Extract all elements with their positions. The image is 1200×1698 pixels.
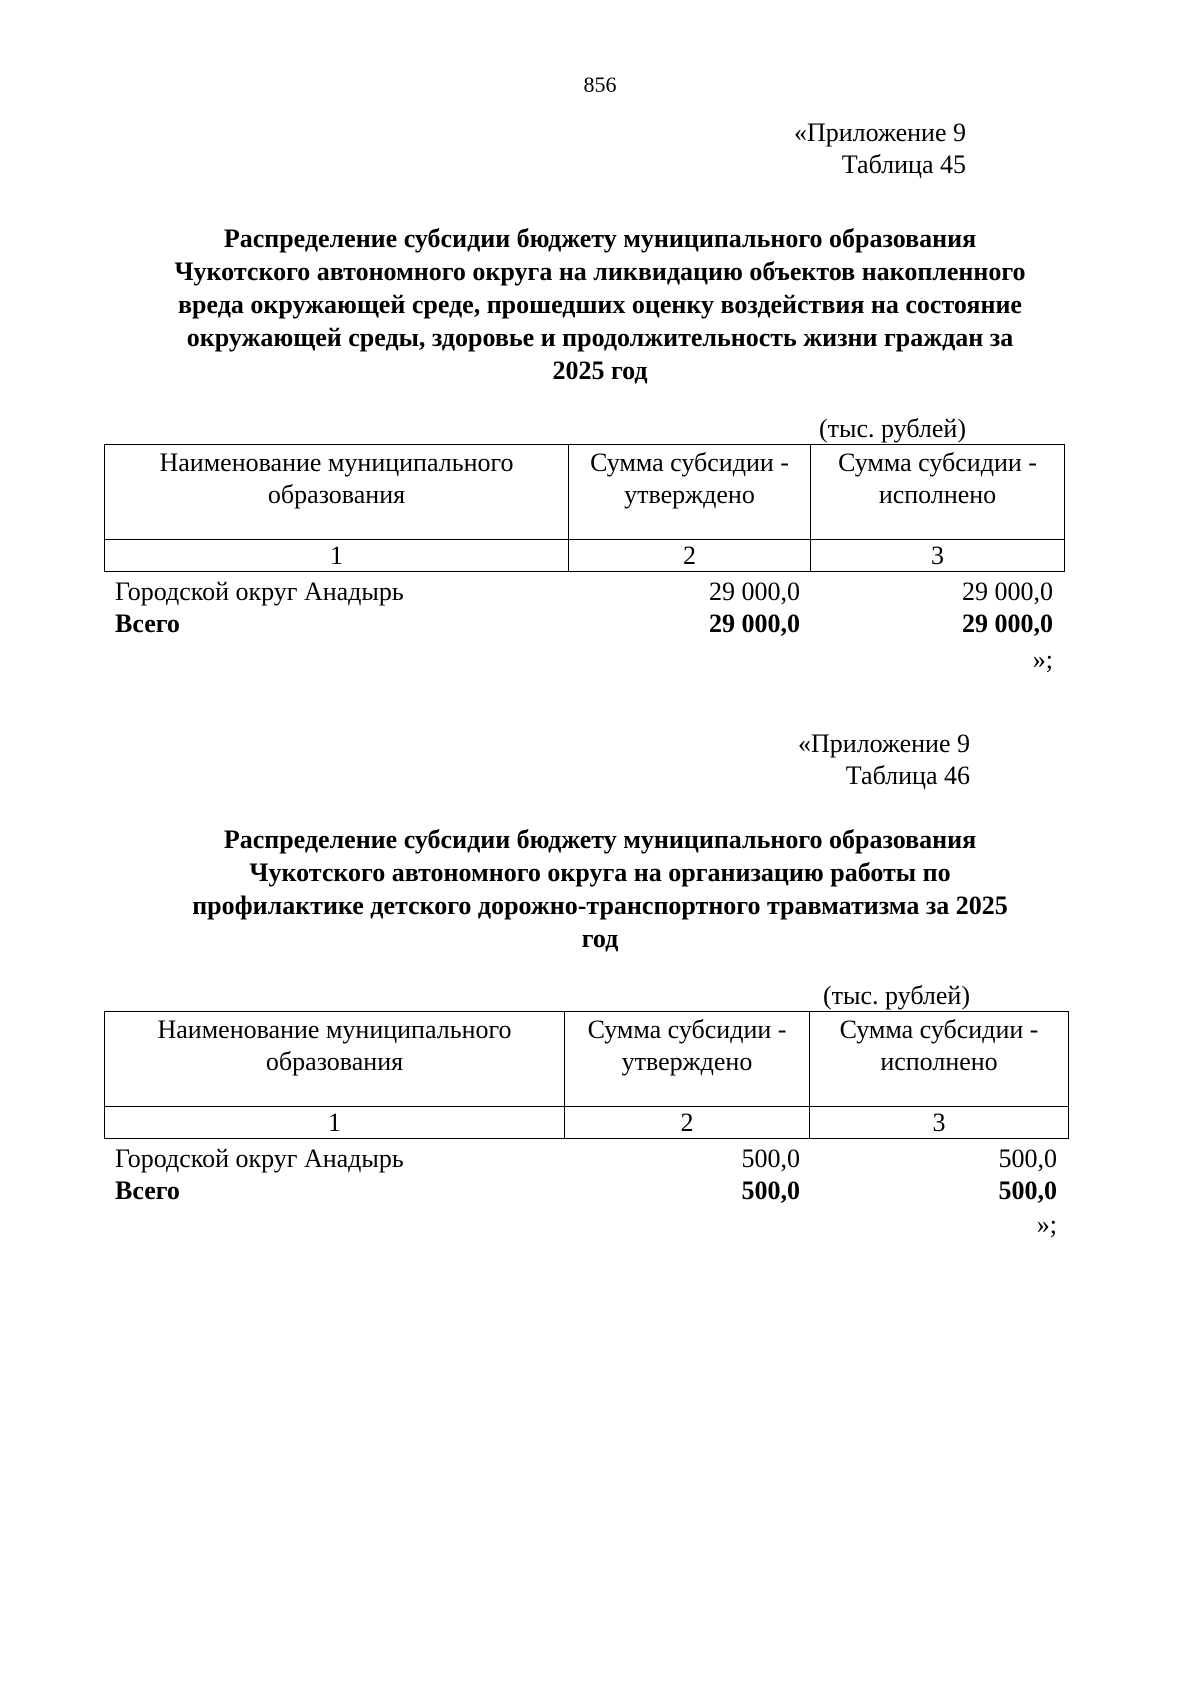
- header-text: образования: [267, 480, 406, 509]
- title-line: профилактике детского дорожно-транспортного травматизма за 2025: [192, 891, 1008, 920]
- row-executed: 29 000,0: [962, 577, 1053, 606]
- table-label: Таблица 45: [841, 150, 966, 179]
- column-number: 1: [105, 1107, 565, 1139]
- header-text: Сумма субсидии -: [590, 448, 789, 477]
- table-label: Таблица 46: [845, 761, 970, 790]
- column-number: 2: [565, 1107, 810, 1139]
- column-number: 2: [569, 540, 811, 572]
- table-row: [0, 576, 1200, 608]
- column-number: 3: [810, 1107, 1069, 1139]
- title-line: окружающей среды, здоровье и продолжительность жизни граждан за: [186, 323, 1014, 352]
- header-text: Сумма субсидии -: [839, 1015, 1039, 1044]
- header-text: утверждено: [621, 1047, 753, 1076]
- title-line: Распределение субсидии бюджету муниципального образования: [223, 825, 977, 854]
- row-executed: 500,0: [998, 1144, 1057, 1173]
- row-approved: 29 000,0: [709, 577, 800, 606]
- header-cell-name: [105, 1012, 565, 1107]
- header-cell-executed: [811, 445, 1065, 540]
- closing-quote: »;: [1032, 645, 1053, 674]
- header-cell-executed: [810, 1012, 1069, 1107]
- appendix-reference: [798, 728, 970, 792]
- appendix-label: «Приложение 9: [793, 118, 966, 147]
- header-cell-approved: [569, 445, 811, 540]
- header-text: утверждено: [624, 480, 755, 509]
- header-text: Наименование муниципального: [159, 448, 514, 477]
- total-approved: 500,0: [741, 1176, 800, 1205]
- total-executed: 29 000,0: [962, 609, 1053, 638]
- unit-label: (тыс. рублей): [818, 414, 966, 443]
- title-line: Чукотского автономного округа на организацию работы по: [249, 858, 951, 887]
- total-approved: 29 000,0: [709, 609, 800, 638]
- appendix-label: «Приложение 9: [797, 729, 970, 758]
- title-line: вреда окружающей среде, прошедших оценку воздействия на состояние: [178, 290, 1022, 319]
- column-number-row: [105, 1107, 1069, 1139]
- header-cell-name: [105, 445, 569, 540]
- row-name: Городской округ Анадырь: [115, 1144, 404, 1173]
- header-text: образования: [265, 1047, 404, 1076]
- column-number: 3: [811, 540, 1065, 572]
- unit-label: (тыс. рублей): [822, 981, 970, 1010]
- header-text: исполнено: [880, 1047, 998, 1076]
- page-number: 856: [583, 72, 617, 97]
- header-text: Наименование муниципального: [157, 1015, 512, 1044]
- total-executed: 500,0: [998, 1176, 1057, 1205]
- header-row: [105, 445, 1065, 540]
- row-approved: 500,0: [741, 1144, 800, 1173]
- table-header: [104, 444, 1065, 572]
- header-text: исполнено: [878, 480, 997, 509]
- header-cell-approved: [565, 1012, 810, 1107]
- table-total-row: [0, 1175, 1200, 1207]
- header-text: Сумма субсидии -: [838, 448, 1037, 477]
- table-row: [0, 1143, 1200, 1175]
- column-number-row: [105, 540, 1065, 572]
- column-number: 1: [105, 540, 569, 572]
- title-line: год: [581, 924, 619, 953]
- title-line: Распределение субсидии бюджету муниципального образования: [223, 224, 977, 253]
- closing-quote: »;: [1036, 1210, 1057, 1239]
- appendix-reference: [794, 117, 966, 181]
- total-label: Всего: [115, 1176, 180, 1205]
- table-total-row: [0, 608, 1200, 640]
- table-header: [104, 1011, 1069, 1139]
- table-title: [0, 222, 1200, 387]
- total-label: Всего: [115, 609, 180, 638]
- title-line: 2025 год: [552, 356, 648, 385]
- title-line: Чукотского автономного округа на ликвидацию объектов накопленного: [174, 257, 1026, 286]
- table-title: [0, 823, 1200, 955]
- header-row: [105, 1012, 1069, 1107]
- header-text: Сумма субсидии -: [587, 1015, 787, 1044]
- row-name: Городской округ Анадырь: [115, 577, 404, 606]
